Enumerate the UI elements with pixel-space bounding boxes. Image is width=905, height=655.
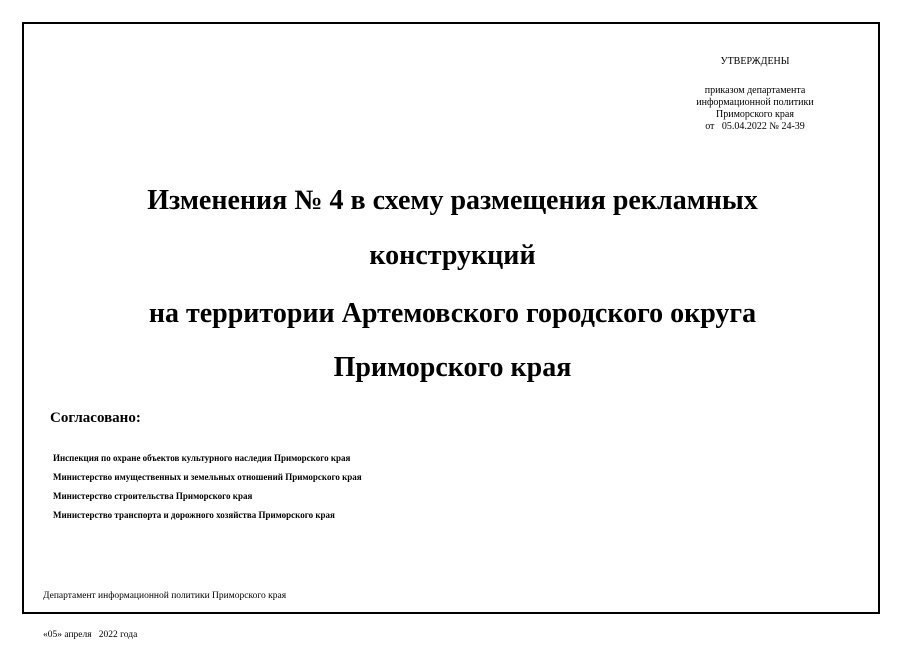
- approval-block: [655, 85, 855, 133]
- approval-order-number: от 05.04.2022 № 24-39: [705, 121, 805, 132]
- document-title-line-4: Приморского края: [333, 352, 572, 383]
- agencies-list: [53, 449, 362, 525]
- approval-line: Приморского края: [716, 109, 794, 120]
- document-title-line-3: на территории Артемовского городского округа: [148, 298, 757, 329]
- agency-item: Министерство транспорта и дорожного хозяйства Приморского края: [53, 510, 335, 520]
- agency-item: Министерство строительства Приморского края: [53, 491, 253, 501]
- approval-line: приказом департамента: [704, 85, 806, 96]
- footer-date: «05» апреля 2022 года: [43, 630, 138, 640]
- approval-line: информационной политики: [696, 97, 814, 108]
- document-title-line-2: конструкций: [369, 240, 536, 271]
- footer-department: Департамент информационной политики Приморского края: [43, 591, 287, 601]
- agency-item: Министерство имущественных и земельных отношений Приморского края: [53, 472, 362, 482]
- agreed-label: Согласовано:: [50, 410, 141, 426]
- approval-title: УТВЕРЖДЕНЫ: [720, 56, 790, 67]
- agency-item: Инспекция по охране объектов культурного наследия Приморского края: [53, 453, 351, 463]
- document-title-line-1: Изменения № 4 в схему размещения рекламных: [147, 185, 758, 216]
- footer-block: [43, 564, 286, 655]
